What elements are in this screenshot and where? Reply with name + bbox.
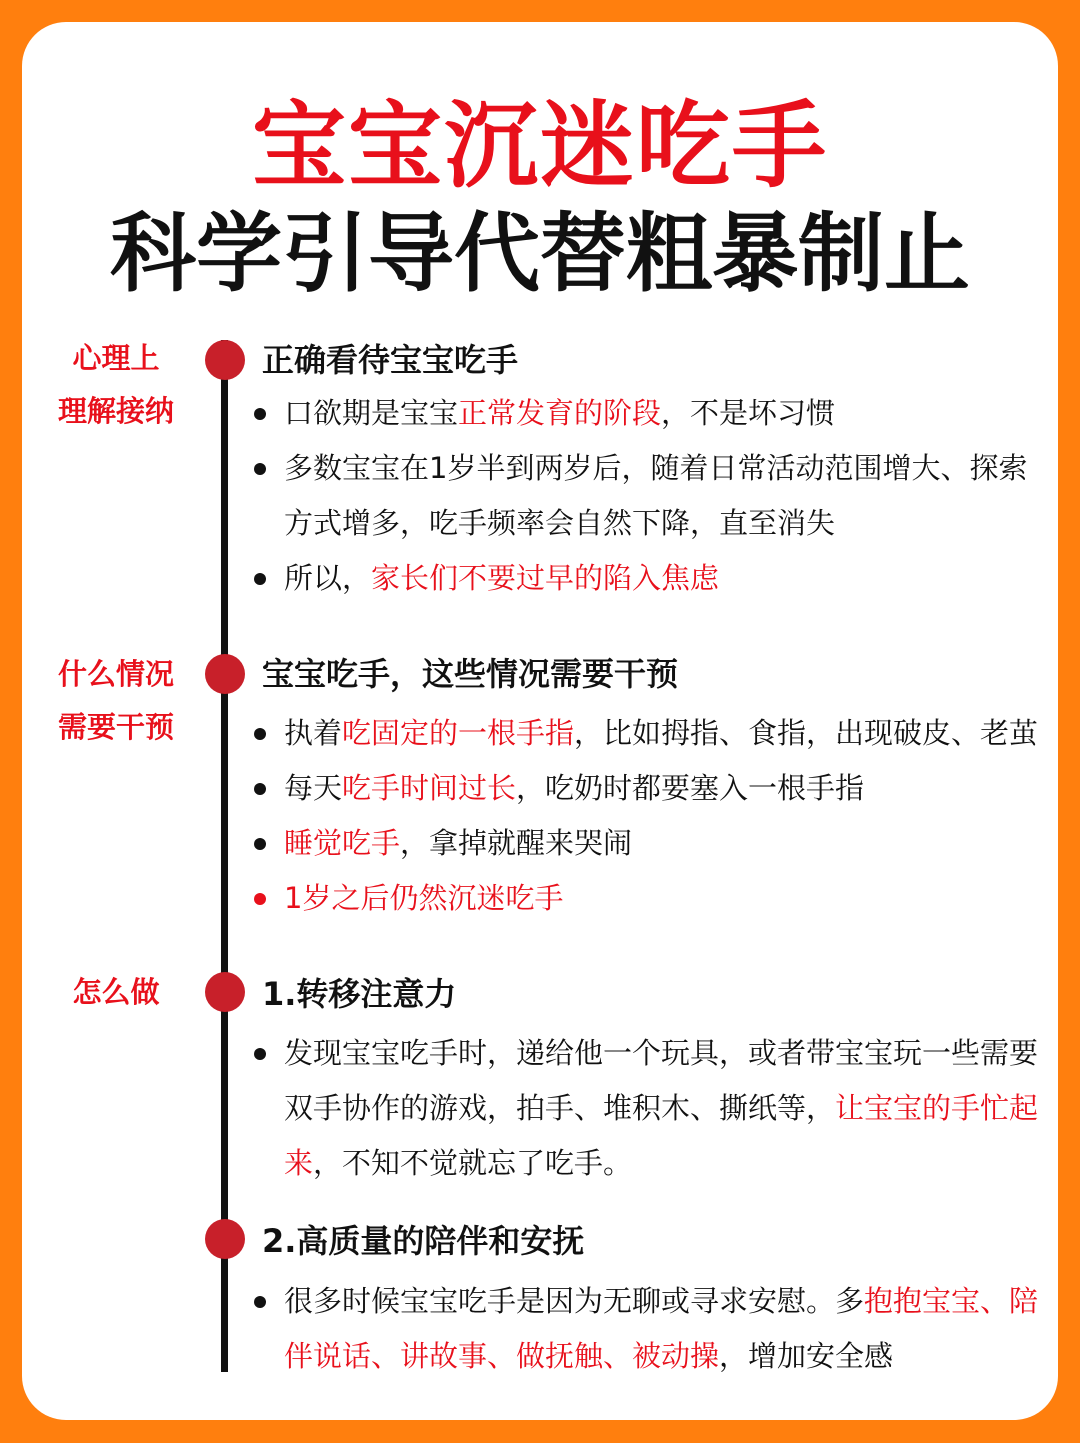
bullet-text: ，增加安全感: [719, 1339, 894, 1373]
bullet-highlight: 让宝宝的手忙起来: [284, 1091, 1039, 1180]
section-label-line: 怎么做: [72, 975, 160, 1009]
timeline-dot: [205, 654, 245, 694]
bullet-highlight: 吃手时间过长: [342, 771, 517, 805]
bullet-text: 口欲期是宝宝: [284, 396, 459, 430]
content-card: [22, 22, 1058, 1420]
bullet-highlight: 抱抱宝宝、陪伴说话、讲故事、做抚触、被动操: [284, 1284, 1039, 1373]
timeline-dot: [205, 1219, 245, 1259]
bullet-highlight: 正常发育的阶段: [458, 396, 662, 430]
bullet-text: ，不是坏习惯: [661, 396, 836, 430]
timeline-dot: [205, 972, 245, 1012]
bullet-text: ，比如拇指、食指，出现破皮、老茧: [574, 716, 1039, 750]
section-heading: 正确看待宝宝吃手: [262, 341, 519, 379]
section-label-line: 理解接纳: [57, 394, 174, 428]
bullet-item: [284, 816, 1054, 871]
section-label: [36, 648, 196, 754]
bullet-text: ，不知不觉就忘了吃手。: [313, 1146, 633, 1180]
bullet-item: [284, 386, 1054, 441]
bullet-text: ，吃奶时都要塞入一根手指: [516, 771, 865, 805]
section-heading: 宝宝吃手，这些情况需要干预: [262, 655, 679, 693]
bullet-item: [284, 1274, 1054, 1384]
section-heading: 1.转移注意力: [262, 975, 457, 1013]
bullet-text: 每天: [284, 771, 343, 805]
sub-title: 科学引导代替粗暴制止: [110, 204, 970, 304]
bullet-item: [284, 871, 1054, 926]
bullet-highlight: 1岁之后仍然沉迷吃手: [284, 881, 564, 915]
timeline-line: [221, 340, 228, 1372]
bullet-text: 很多时候宝宝吃手是因为无聊或寻求安慰。多: [284, 1284, 865, 1318]
bullet-item: [284, 706, 1054, 761]
bullet-highlight: 家长们不要过早的陷入焦虑: [371, 561, 720, 595]
bullet-text: 执着: [284, 716, 343, 750]
bullet-item: [284, 1026, 1054, 1191]
bullet-text: 多数宝宝在1岁半到两岁后，随着日常活动范围增大、探索方式增多，吃手频率会自然下降，直至消失: [284, 451, 1028, 540]
section-label-line: 心理上: [72, 341, 160, 375]
bullet-item: [284, 761, 1054, 816]
section-label-line: 需要干预: [57, 710, 174, 744]
main-title: 宝宝沉迷吃手: [251, 92, 828, 201]
section-label: [36, 966, 196, 1019]
section-label-line: 什么情况: [57, 657, 174, 691]
bullet-text: 发现宝宝吃手时，递给他一个玩具，或者带宝宝玩一些需要双手协作的游戏，拍手、堆积木、撕纸等，: [284, 1036, 1039, 1125]
timeline-dot: [205, 340, 245, 380]
bullet-text: ，拿掉就醒来哭闹: [400, 826, 633, 860]
bullet-highlight: 吃固定的一根手指: [342, 716, 575, 750]
bullet-item: [284, 551, 1054, 606]
bullet-text: 所以，: [284, 561, 372, 595]
section-heading: 2.高质量的陪伴和安抚: [262, 1222, 585, 1260]
bullet-highlight: 睡觉吃手: [284, 826, 401, 860]
section-label: [36, 332, 196, 438]
bullet-item: [284, 441, 1054, 551]
